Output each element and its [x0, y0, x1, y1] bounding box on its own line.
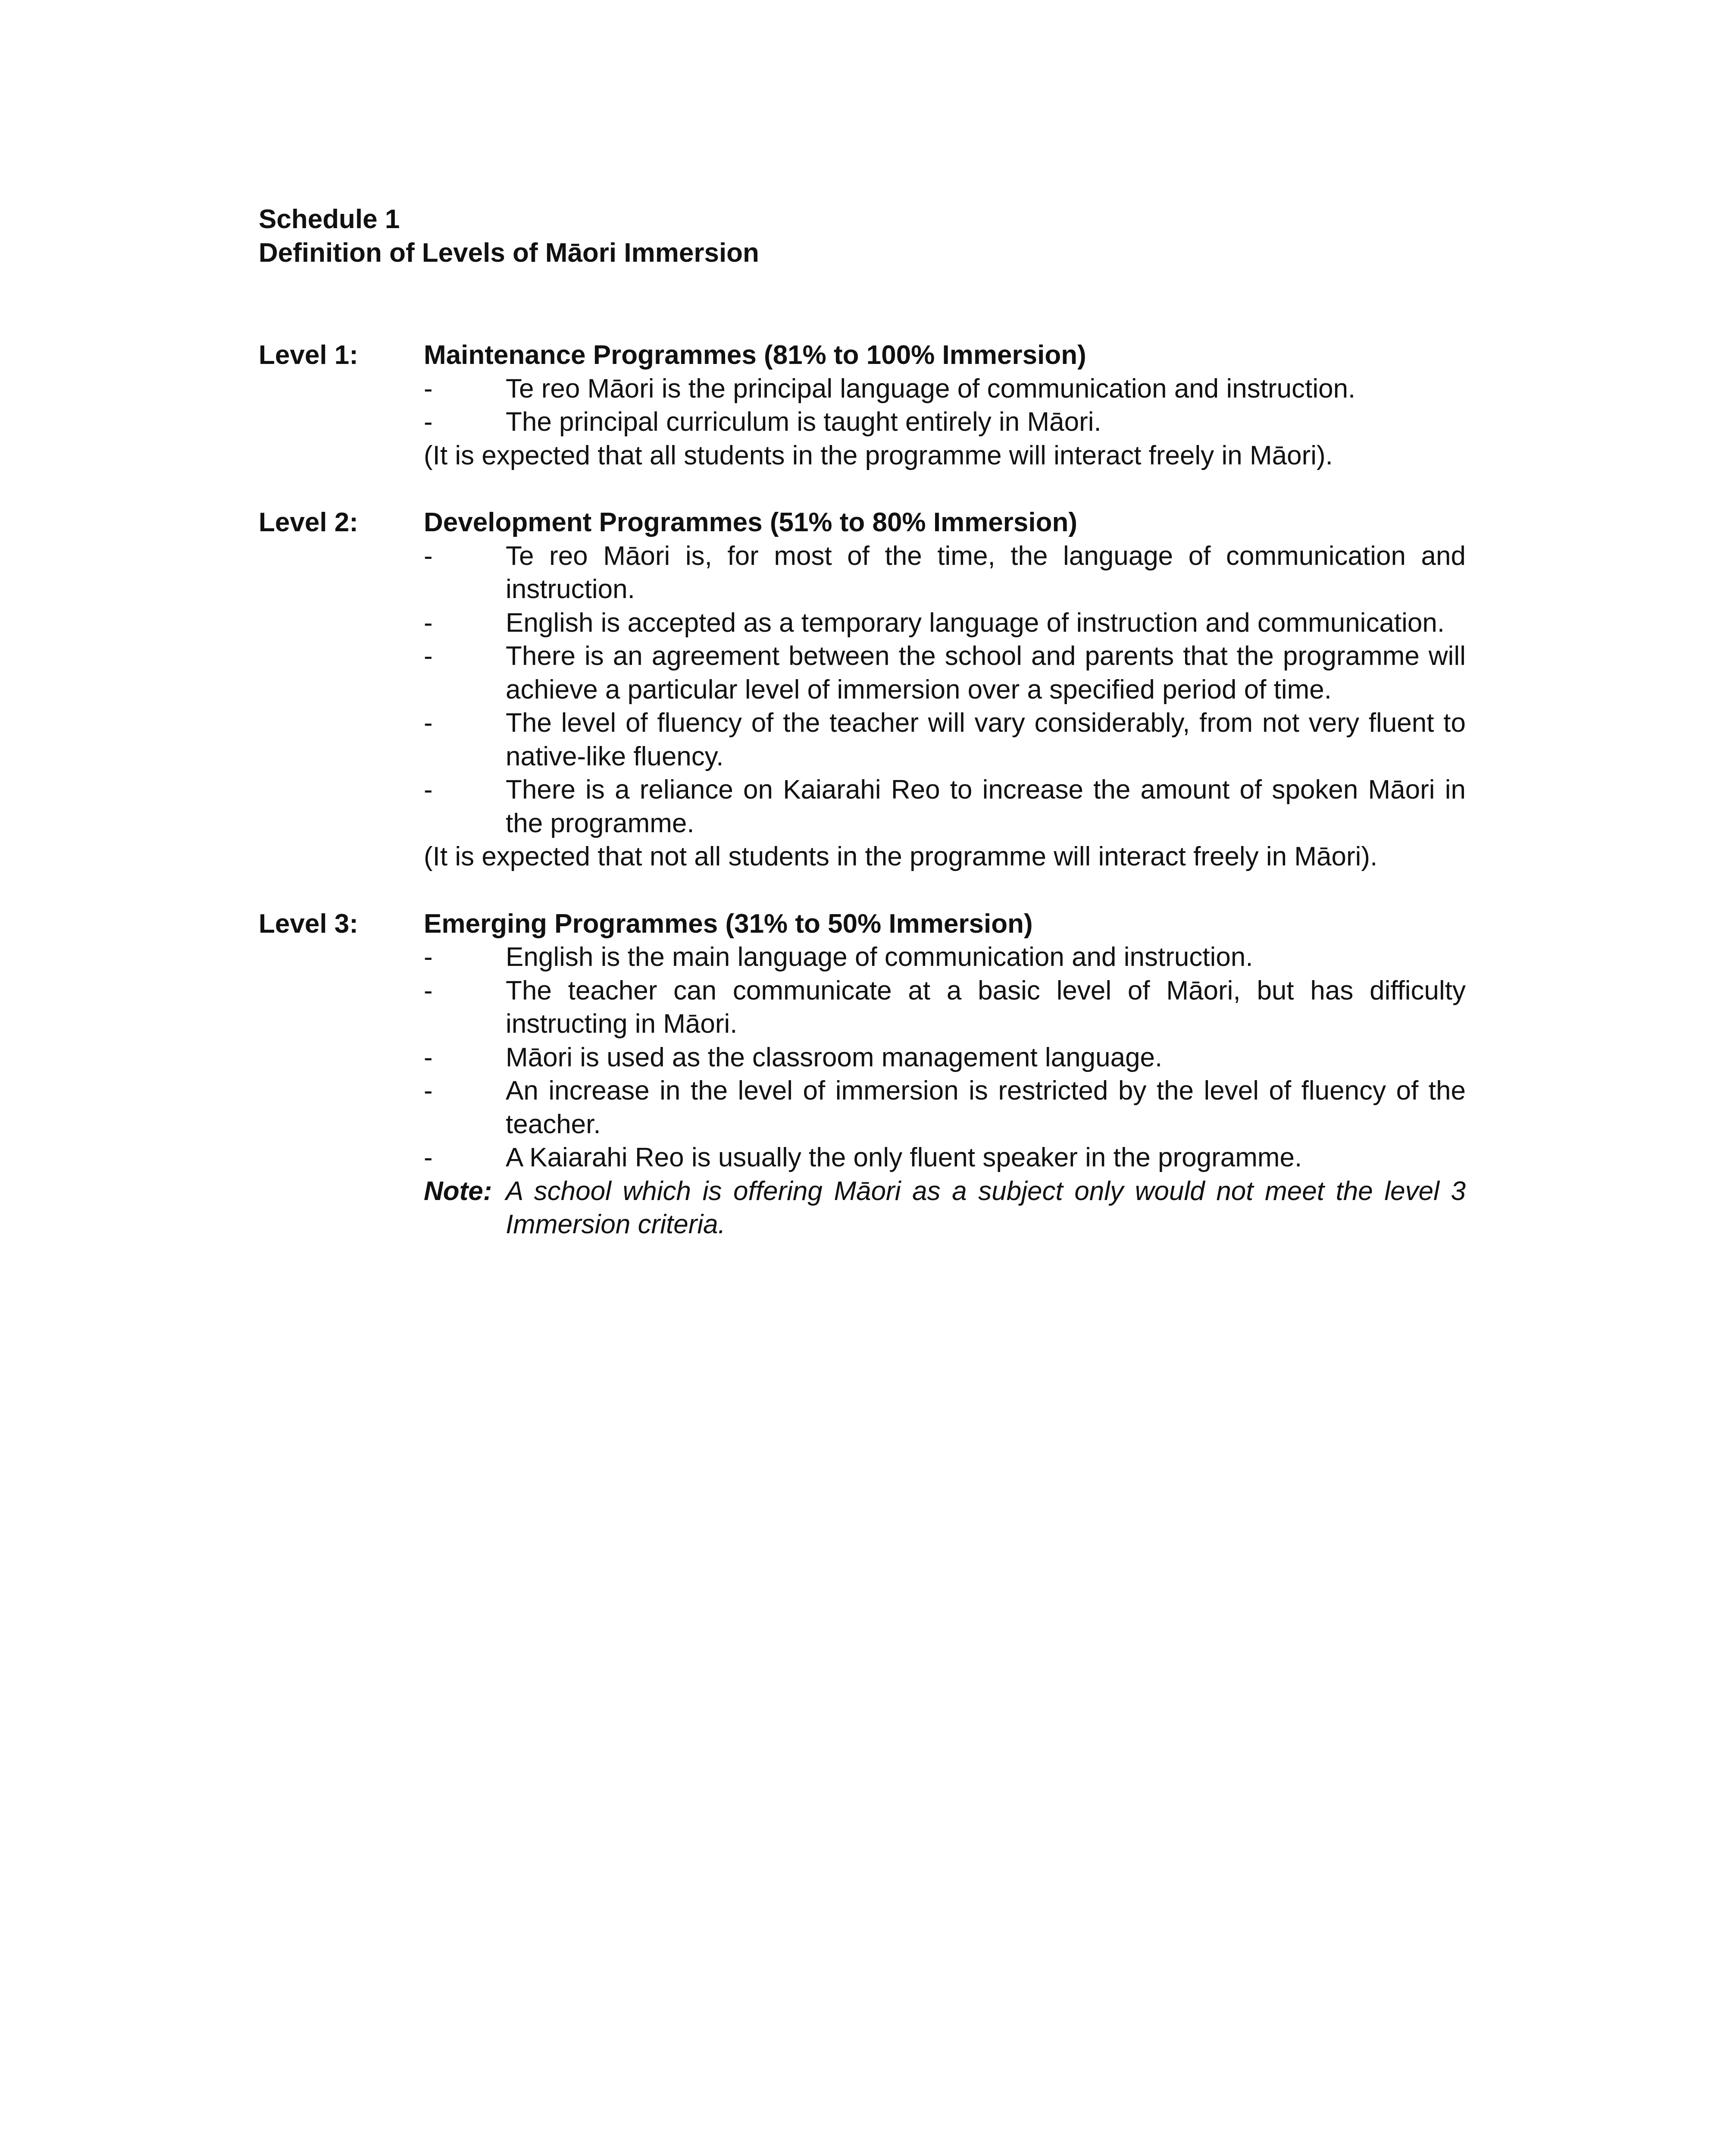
level-2-label: Level 2: — [259, 508, 358, 537]
level-3-section — [259, 907, 1466, 1241]
bullet-dash: - — [424, 942, 433, 972]
level-1-label: Level 1: — [259, 340, 358, 370]
bullet-text: The teacher can communicate at a basic level of Māori, but has difficulty instructing in Māori. — [506, 975, 1466, 1039]
level-2-section — [259, 506, 1466, 874]
list-item — [424, 974, 1466, 1041]
level-1-body — [424, 338, 1466, 472]
note-text: A school which is offering Māori as a subject only would not meet the level 3 Immersion criteria. — [506, 1176, 1466, 1239]
bullet-text: English is the main language of communication and instruction. — [506, 942, 1253, 972]
bullet-text: The principal curriculum is taught entirely in Māori. — [506, 407, 1101, 437]
bullet-dash: - — [424, 641, 433, 671]
list-item — [424, 1074, 1466, 1141]
bullet-text: English is accepted as a temporary language of instruction and communication. — [506, 608, 1445, 638]
list-item — [424, 372, 1466, 406]
list-item — [424, 606, 1466, 640]
bullet-text: An increase in the level of immersion is restricted by the level of fluency of the teacher. — [506, 1076, 1466, 1139]
bullet-text: Te reo Māori is, for most of the time, the language of communication and instruction. — [506, 541, 1466, 604]
list-item — [424, 706, 1466, 773]
level-1-title: Maintenance Programmes (81% to 100% Immersion) — [424, 340, 1086, 370]
list-item — [424, 405, 1466, 439]
level-1-footnote: (It is expected that all students in the programme will interact freely in Māori). — [424, 440, 1333, 470]
schedule-header — [259, 203, 759, 270]
level-2-title: Development Programmes (51% to 80% Immersion) — [424, 508, 1078, 537]
bullet-text: There is a reliance on Kaiarahi Reo to increase the amount of spoken Māori in the programme. — [506, 775, 1466, 838]
list-item — [424, 773, 1466, 840]
bullet-dash: - — [424, 975, 433, 1006]
levels-list — [259, 338, 1466, 1275]
bullet-dash: - — [424, 1042, 433, 1072]
bullet-text: Māori is used as the classroom management language. — [506, 1042, 1163, 1072]
list-item — [424, 539, 1466, 606]
bullet-text: The level of fluency of the teacher will vary considerably, from not very fluent to native-like fluency. — [506, 708, 1466, 771]
list-item — [424, 639, 1466, 706]
schedule-label: Schedule 1 — [259, 204, 400, 234]
level-3-title: Emerging Programmes (31% to 50% Immersion) — [424, 909, 1033, 939]
note-label: Note: — [424, 1176, 492, 1206]
level-3-label: Level 3: — [259, 909, 358, 939]
bullet-text: Te reo Māori is the principal language of communication and instruction. — [506, 373, 1356, 404]
bullet-dash: - — [424, 373, 433, 404]
list-item — [424, 1141, 1466, 1175]
bullet-dash: - — [424, 1143, 433, 1172]
bullet-text: There is an agreement between the school and parents that the programme will achieve a particular level of immersion over a specified period of time. — [506, 641, 1466, 705]
bullet-dash: - — [424, 608, 433, 638]
bullet-dash: - — [424, 708, 433, 738]
bullet-dash: - — [424, 407, 433, 437]
bullet-dash: - — [424, 1076, 433, 1106]
list-item — [424, 1041, 1466, 1075]
level-1-section — [259, 338, 1466, 472]
level-3-body — [424, 907, 1466, 1241]
level-2-body — [424, 506, 1466, 874]
level-2-footnote: (It is expected that not all students in the programme will interact freely in Māori). — [424, 842, 1378, 871]
list-item — [424, 940, 1466, 974]
bullet-dash: - — [424, 775, 433, 805]
bullet-dash: - — [424, 541, 433, 571]
level-3-note — [424, 1175, 1466, 1241]
schedule-title: Definition of Levels of Māori Immersion — [259, 238, 759, 268]
bullet-text: A Kaiarahi Reo is usually the only fluent speaker in the programme. — [506, 1143, 1302, 1172]
